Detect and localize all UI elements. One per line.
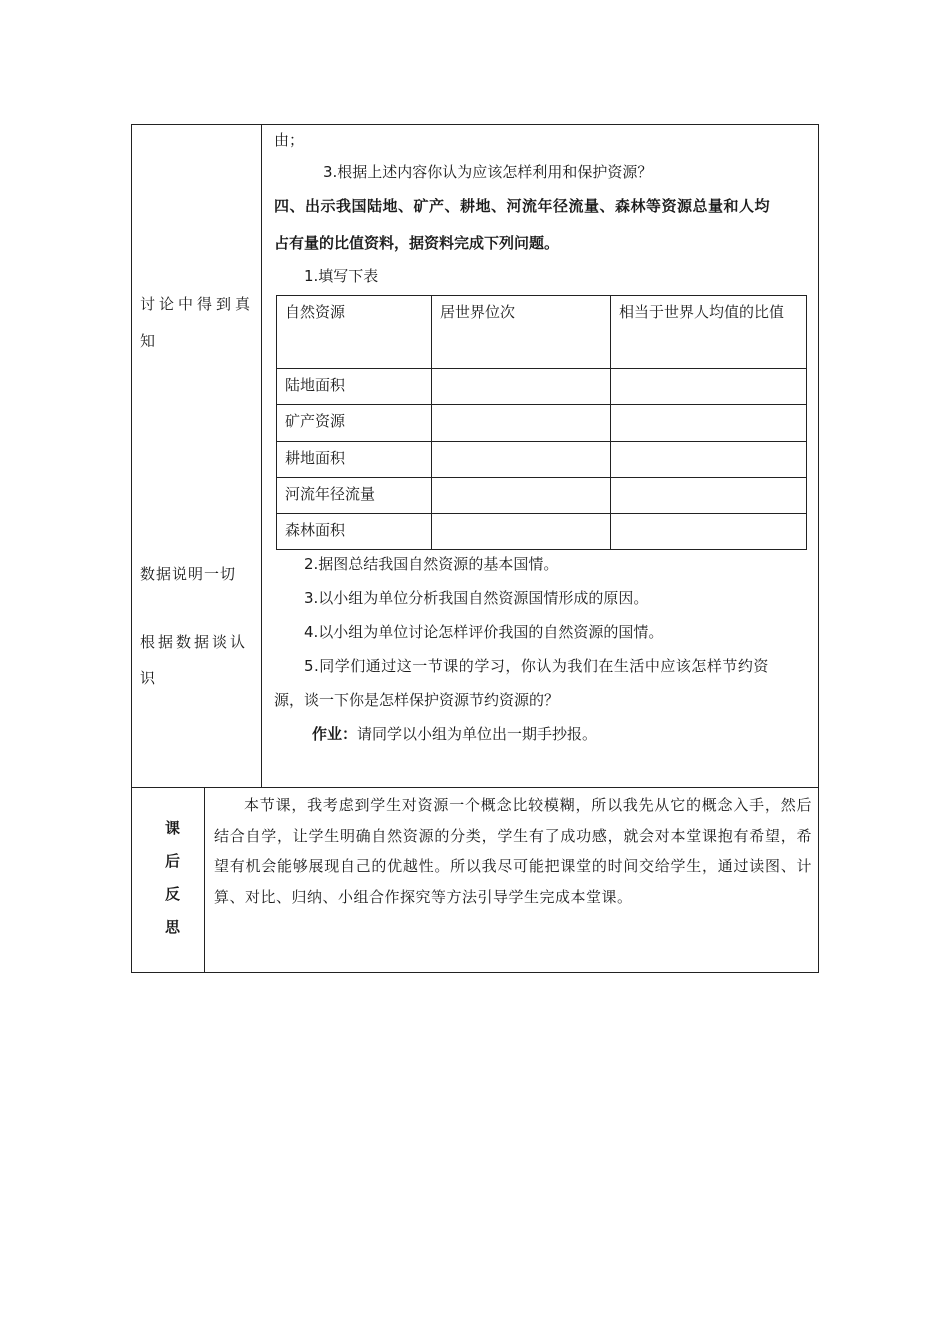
table-header-cell-text: 相当于世界人均值的比值 [619,303,785,321]
table-row [277,441,807,477]
table-header-cell: 自然资源 [277,296,432,369]
table-header-cell: 居世界位次 [432,296,611,369]
table-cell [611,513,807,549]
table-row [277,513,807,549]
table-header-row [277,296,807,369]
homework-text: 请同学以小组为单位出一期手抄报。 [357,725,598,743]
table-row [277,405,807,441]
section-4-heading: 四、出示我国陆地、矿产、耕地、河流年径流量、森林等资源总量和人均 [274,197,771,215]
reflection-title-char: 反 [165,885,181,903]
table-cell [611,477,807,513]
homework-label: 作业： [312,725,358,743]
left-label-discussion: 讨论中得到真 [140,295,255,313]
item-3: 3.以小组为单位分析我国自然资源国情形成的原因。 [304,589,649,607]
section-4-heading-cont: 占有量的比值资料，据资料完成下列问题。 [274,234,560,252]
table-row [277,477,807,513]
table-header-cell [611,296,807,369]
table-cell: 河流年径流量 [277,477,432,513]
table-row [277,369,807,405]
table-cell [432,513,611,549]
item-1: 1.填写下表 [304,267,379,285]
column-divider [261,124,262,788]
reflection-divider [204,787,205,973]
left-label-understanding: 根据数据谈认 [140,633,249,651]
reflection-title-char: 后 [165,852,181,870]
reflection-text: 本节课，我考虑到学生对资源一个概念比较模糊，所以我先从它的概念入手，然后结合自学，让学生明确自然资源的分类，学生有了成功感，就会对本堂课抱有希望，希望有机会能够展现自己的优越性。所以我尽可能把课堂的时间交给学生，通过读图、计算、对比、归纳、小组合作探究等方法引导学生完成本堂课。 [214,796,812,906]
table-cell: 耕地面积 [277,441,432,477]
table-cell [611,441,807,477]
item-4: 4.以小组为单位讨论怎样评价我国的自然资源的国情。 [304,623,664,641]
question-3: 3.根据上述内容你认为应该怎样利用和保护资源？ [323,163,653,181]
resources-table [276,295,807,550]
item-5: 5.同学们通过这一节课的学习，你认为我们在生活中应该怎样节约资 [304,657,769,675]
homework [312,724,597,744]
reason-line: 由； [274,131,305,149]
reflection-title-char: 课 [165,819,181,837]
left-label-discussion-cont: 知 [140,332,160,350]
table-cell [432,405,611,441]
table-cell: 矿产资源 [277,405,432,441]
table-cell [432,441,611,477]
table-cell [611,369,807,405]
table-cell [432,369,611,405]
left-label-data: 数据说明一切 [140,565,237,583]
table-cell: 森林面积 [277,513,432,549]
table-cell [432,477,611,513]
left-label-understanding-cont: 识 [140,669,160,687]
item-2: 2.据图总结我国自然资源的基本国情。 [304,555,559,573]
item-5-cont: 源，谈一下你是怎样保护资源节约资源的？ [274,691,560,709]
table-cell: 陆地面积 [277,369,432,405]
table-cell [611,405,807,441]
reflection-title-char: 思 [165,918,181,936]
